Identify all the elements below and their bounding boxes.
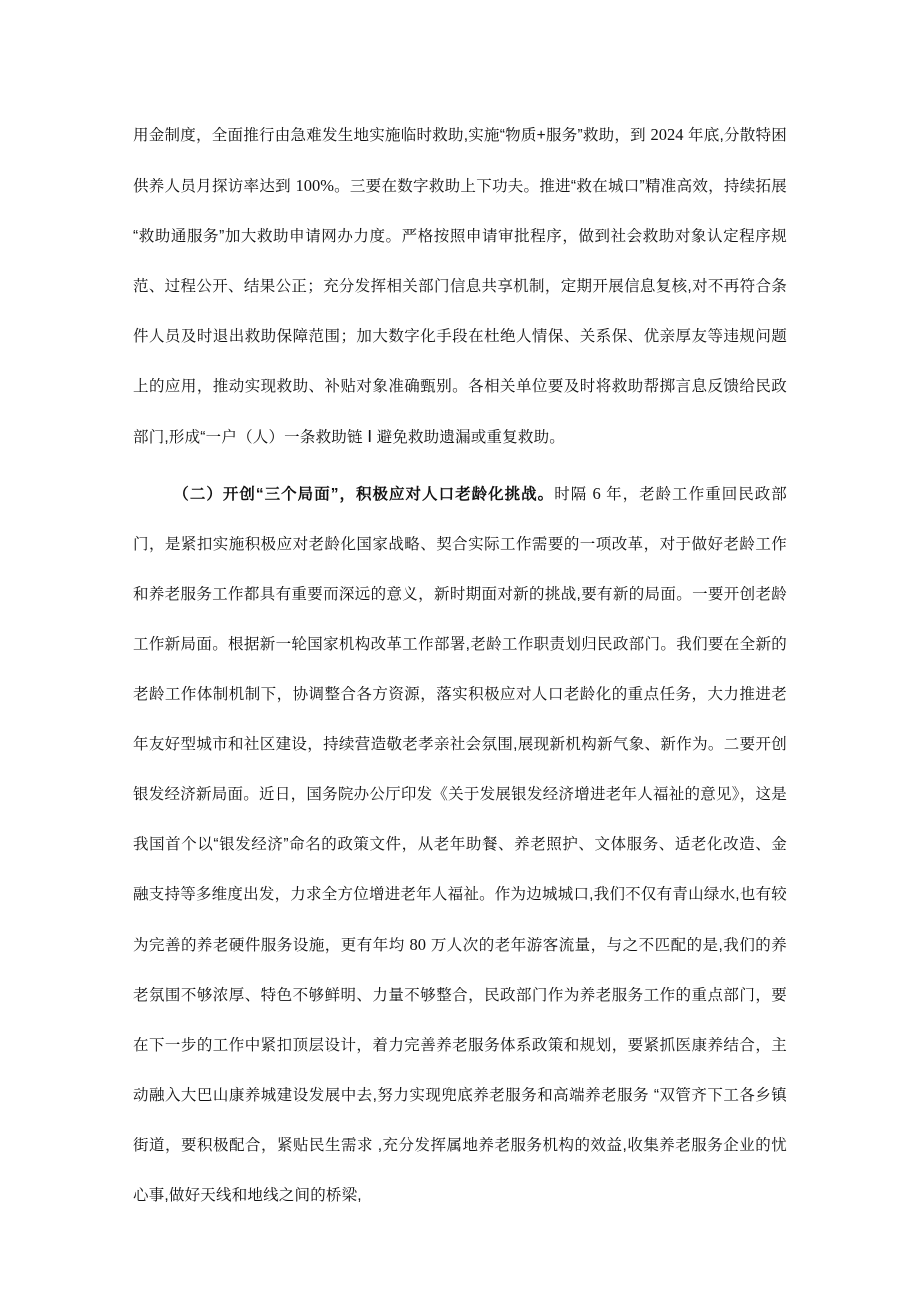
latin-text-run: 80 — [409, 935, 427, 954]
latin-text-run: 100% — [295, 176, 334, 195]
latin-text-run: 2024 — [650, 125, 684, 144]
paragraph-2 — [133, 469, 787, 1221]
paragraph-2-text: 时隔 6 年，老龄工作重回民政部门，是紧扣实施积极应对老龄化国家战略、契合实际工作需要的一项改革，对于做好老龄工作和养老服务工作都具有重要而深远的意义，新时期面对新的挑战,要有新的局面。一要开创老龄工作新局面。根据新一轮国家机构改革工作部署,老龄工作职责划归民政部门。我们要在全新的老龄工作体制机制下，协调整合各方资源，落实积极应对人口老龄化的重点任务，大力推进老年友好型城市和社区建设，持续营造敬老孝亲社会氛围,展现新机构新气象、新作为。二要开创银发经济新局面。近日，国务院办公厅印发《关于发展银发经济增进老年人福祉的意见》，这是我国首个以“银发经济”命名的政策文件，从老年助餐、养老照护、文体服务、适老化改造、金融支持等多维度出发，力求全方位增进老年人福祉。作为边城城口,我们不仅有青山绿水,也有较为完善的养老硬件服务设施，更有年均 80 万人次的老年游客流量，与之不匹配的是,我们的养老氛围不够浓厚、特色不够鲜明、力量不够整合，民政部门作为养老服务工作的重点部门，要在下一步的工作中紧扣顶层设计，着力完善养老服务体系政策和规划，要紧抓医康养结合，主动融入大巴山康养城建设发展中去,努力实现兜底养老服务和高端养老服务 “双管齐下工各乡镇街道，要积极配合，紧贴民生需求 ,充分发挥属地养老服务机构的效益,收集养老服务企业的忧心事,做好天线和地线之间的桥梁, — [133, 484, 787, 1204]
document-body — [133, 110, 787, 1221]
paragraph-1-text: 用金制度，全面推行由急难发生地实施临时救助,实施“物质+服务”救助，到 2024 年底,分散特困供养人员月探访率达到 100%。三要在数字救助上下功夫。推进“救在城口”精准高效，持续拓展 “救助通服务”加大救助申请网办力度。严格按照申请审批程序，做到社会救助对象认定程序规范、过程公开、结果公正；充分发挥相关部门信息共享机制，定期开展信息复核,对不再符合条件人员及时退出救助保障范围；加大数字化手段在杜绝人情保、关系保、优亲厚友等违规问题上的应用，推动实现救助、补贴对象准确甄别。各相关单位要及时将救助帮掷言息反馈给民政部门,形成“一户（人）一条救助链 Ⅰ 避免救助遗漏或重复救助。 — [133, 125, 788, 446]
paragraph-1 — [133, 110, 787, 463]
latin-text-run: 6 — [592, 484, 601, 503]
latin-text-run: Ⅰ — [367, 427, 373, 446]
paragraph-2-heading: （二）开创“三个局面”，积极应对人口老龄化挑战。 — [173, 486, 555, 503]
